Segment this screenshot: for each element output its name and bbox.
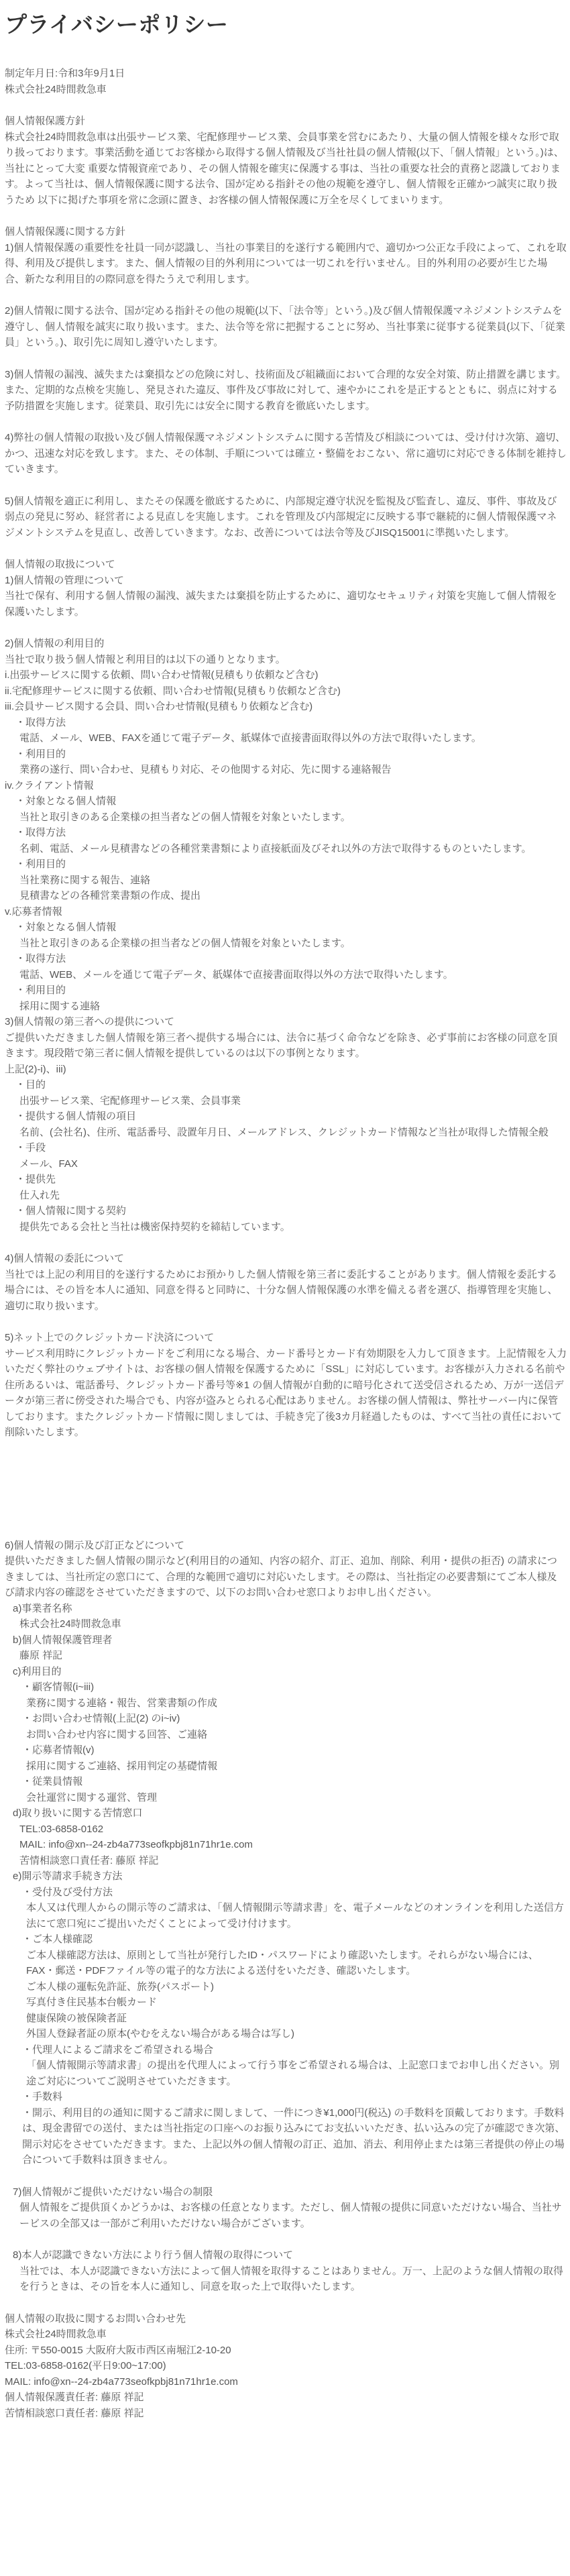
company-name: 株式会社24時間救急車 — [5, 83, 107, 95]
doc-line: サービス利用時にクレジットカードをご利用になる場合、カード番号とカード有効期限を入力して頂きます。上記情報を入力いただく弊社のウェブサイトは、お客様の個人情報を保護するために「SSL」に対応しています。お客様が入力される名前や住所あるいは、電話番号、クレジットカード番号等※1 の個人情報が自動的に暗号化されて送受信されるため、万が一送信データが第三者に傍受された場合でも、内容が盗みとられる心配はありません。お客様の個人情報は、弊社サーバー内に保管しております。またクレジットカード情報に関しましては、手続き完了後3カ月経過したものは、すべて当社の責任において削除いたします。 — [5, 1347, 567, 1438]
page-title: プライバシーポリシー — [5, 12, 229, 37]
doc-line: 3)個人情報の漏洩、滅失または棄損などの危険に対し、技術面及び組織面において合理的な安全対策、防止措置を講じます。また、定期的な点検を実施し、発見された違反、事件及び事故に対して、速やかにこれを是正するとともに、弱点に対する予防措置を実施します。従業員、取引先には安全に関する教育を徹底いたします。 — [5, 368, 567, 412]
section-heading: 個人情報保護方針 — [5, 115, 86, 127]
doc-line: 6)個人情報の開示及び訂正などについて — [5, 1539, 185, 1551]
spacer — [5, 351, 567, 367]
doc-line: 1)個人情報保護の重要性を社員一同が認識し、当社の事業目的を遂行する範囲内で、適切かつ公正な手段によって、これを取得、利用及び提供します。また、個人情報の目的外利用については一切これを行いません。目的外利用の必要が生じた場合、新たな利用目的の際同意を得たうえで利用します。 — [5, 241, 567, 285]
document-body — [5, 66, 567, 2421]
doc-line: 5)個人情報を適正に利用し、またその保護を徹底するために、内部規定遵守状況を監視及び監査し、違反、事件、事故及び弱点の発見に努め、経営者による見直しを実施します。これを管理及び内部規定に反映する事で継続的に個人情報保護マネジメントシステムを見直し、改善していきます。なお、改善については法令等及びJISQ15001に準拠いたします。 — [5, 495, 557, 539]
doc-line: ・取得方法 — [15, 716, 66, 728]
doc-line: 当社業務に関する報告、連絡 — [19, 874, 151, 886]
doc-line: 健康保険の被保険者証 — [26, 2012, 127, 2024]
doc-line: d)取り扱いに関する苦情窓口 — [13, 1807, 143, 1819]
doc-line: 8)本人が認識できない方法により行う個人情報の取得について — [13, 2249, 294, 2261]
doc-line: ・代理人によるご請求をご希望される場合 — [22, 2043, 214, 2056]
spacer — [5, 620, 567, 636]
doc-line: ご本人様の運転免許証、旅券(パスポート) — [26, 1980, 214, 1993]
spacer — [5, 478, 567, 494]
doc-line: ・利用目的 — [15, 748, 66, 760]
doc-line: ・個人情報に関する契約 — [15, 1205, 127, 1217]
doc-line: 当社と取引きのある企業様の担当者などの個人情報を対象といたします。 — [19, 937, 351, 949]
doc-line: ・提供する個人情報の項目 — [15, 1111, 137, 1122]
enactment-date: 制定年月日:令和3年9月1日 — [5, 68, 125, 79]
doc-line: 1)個人情報の管理について — [5, 574, 125, 586]
doc-line: ・目的 — [15, 1079, 46, 1090]
doc-line: ・応募者情報(v) — [22, 1744, 95, 1756]
doc-line: 2)個人情報の利用目的 — [5, 638, 105, 649]
doc-line: 当社と取引きのある企業様の担当者などの個人情報を対象といたします。 — [19, 811, 351, 823]
doc-line: e)開示等請求手続き方法 — [13, 1870, 123, 1882]
doc-line: 提供いただきました個人情報の開示など(利用目的の通知、内容の紹介、訂正、追加、削除、利用・提供の拒否) の請求につきましては、当社所定の窓口にて、合理的な範囲で適切に対応いたします。その際は、当社指定の必要書類にてご本人様及び請求内容の確認をさせていただきますので、以下のお問い合わせ窓口よりお申し出ください。 — [5, 1555, 557, 1598]
doc-line: i.出張サービスに関する依頼、問い合わせ情報(見積もり依頼など含む) — [5, 669, 319, 681]
contact-address: 住所: 〒550-0015 大阪府大阪市西区南堀江2-10-20 — [5, 2344, 231, 2356]
doc-line: 仕入れ先 — [19, 1189, 60, 1201]
doc-line: ii.宅配修理サービスに関する依頼、問い合わせ情報(見積もり依頼など含む) — [5, 685, 341, 697]
doc-line: ・従業員情報 — [22, 1776, 83, 1787]
doc-line: 当社で取り扱う個人情報と利用目的は以下の通りとなります。 — [5, 653, 286, 665]
doc-line: c)利用目的 — [13, 1665, 62, 1677]
spacer — [5, 414, 567, 430]
section-heading: 個人情報の取扱について — [5, 559, 115, 570]
spacer — [5, 1314, 567, 1330]
doc-line: 当社で保有、利用する個人情報の漏洩、滅失または棄損を防止するために、適切なセキュリティ対策を実施して個人情報を保護いたします。 — [5, 590, 557, 618]
doc-line: ・利用目的 — [15, 985, 66, 996]
doc-line: 5)ネット上でのクレジットカード決済について — [5, 1332, 215, 1343]
privacy-manager: 個人情報保護責任者: 藤原 祥記 — [5, 2392, 144, 2403]
doc-line: 電話、WEB、メールを通じて電子データ、紙媒体で直接書面取得以外の方法で取得いたします。 — [19, 968, 453, 981]
doc-line: ・受付及び受付方法 — [22, 1886, 113, 1898]
contact-tel: TEL:03-6858-0162(平日9:00~17:00) — [5, 2360, 166, 2371]
doc-line: ・顧客情報(i~iii) — [22, 1681, 95, 1693]
doc-line: 「個人情報開示等請求書」の提出を代理人によって行う事をご希望される場合は、上記窓口までお申し出ください。別途ご対応についてご説明させていただきます。 — [26, 2060, 560, 2087]
doc-line: 業務の遂行、問い合わせ、見積もり対応、その他関する対応、先に関する連絡報告 — [19, 764, 392, 775]
doc-line: 4)弊社の個人情報の取扱い及び個人情報保護マネジメントシステムに関する苦情及び相談については、受け付け次第、適切、かつ、迅速な対応を致します。また、その体制、手順については確立・整備をおこない、常に適切に対応できる体制を維持していきます。 — [5, 432, 567, 475]
doc-line: ・手数料 — [22, 2091, 63, 2103]
doc-line: ご本人様確認方法は、原則として当社が発行したID・パスワードにより確認いたします。それらがない場合には、FAX・郵送・PDFファイル等の電子的な方法による送付をいただき、確認いたします。 — [26, 1949, 538, 1976]
doc-line: お問い合わせ内容に関する回答、ご連絡 — [26, 1728, 208, 1740]
doc-line: 業務に関する連絡・報告、営業書類の作成 — [26, 1697, 218, 1709]
doc-line: 当社では、本人が認識できない方法によって個人情報を取得することはありません。万一、上記のような個人情報の取得を行うときは、その旨を本人に通知し、同意を取った上で取得いたします。 — [19, 2265, 563, 2292]
spacer — [5, 541, 567, 557]
doc-line: iii.会員サービス関する会員、問い合わせ情報(見積もり依頼など含む) — [5, 701, 313, 712]
doc-line: ・利用目的 — [15, 858, 66, 870]
doc-line: メール、FAX — [19, 1158, 78, 1170]
doc-line: 株式会社24時間救急車は出張サービス業、宅配修理サービス業、会員事業を営むにあたり、大量の個人情報を様々な形で取り扱っております。事業活動を通じてお客様から取得する個人情報及び当社社員の個人情報(以下、「個人情報」という。)は、当社にとって大変 重要な情報資産であり、その個人情報を確実に保護する事は、当社の重要な社会的責務と認識しております。よって当社は、個人情報保護に関する法令、国が定める指針その他の規範を遵守し、個人情報を正確かつ誠実に取り扱うため 以下に掲げた事項を常に念頭に置き、お客様の個人情報保護に万全を尽くしてまいります。 — [5, 131, 564, 206]
doc-line: ・対象となる個人情報 — [15, 921, 117, 933]
doc-line: 7)個人情報がご提供いただけない場合の制限 — [13, 2186, 213, 2198]
doc-line: ・提供先 — [15, 1174, 56, 1185]
doc-line: b)個人情報保護管理者 — [13, 1634, 113, 1646]
doc-line: 外国人登録者証の原本(やむをえない場合がある場合は写し) — [26, 2028, 294, 2039]
doc-line: 見積書などの各種営業書類の作成、提出 — [19, 890, 201, 901]
doc-line: 4)個人情報の委託について — [5, 1253, 125, 1264]
spacer — [5, 2231, 567, 2247]
doc-line: 提供先である会社と当社は機密保持契約を締結しています。 — [19, 1221, 290, 1233]
doc-line: iv.クライアント情報 — [5, 779, 94, 791]
doc-line: 3)個人情報の第三者への提供について — [5, 1016, 175, 1027]
spacer — [5, 208, 567, 224]
doc-line: ・取得方法 — [15, 953, 66, 964]
doc-line: 上記(2)-i)、iii) — [5, 1063, 66, 1075]
doc-line: ・手段 — [15, 1142, 46, 1154]
doc-line: ご提供いただきました個人情報を第三者へ提供する場合には、法令に基づく命令などを除き、必ず事前にお客様の同意を頂きます。現段階で第三者に個人情報を提供しているのは以下の事例となります。 — [5, 1031, 558, 1059]
doc-line: a)事業者名称 — [13, 1602, 72, 1614]
doc-line: 2)個人情報に関する法令、国が定める指針その他の規範(以下、「法令等」という。)及び個人情報保護マネジメントシステムを遵守し、個人情報を誠実に取り扱います。また、法令等を常に把握することに努め、当社事業に従事する従業員(以下、「従業員」という。)、取引先に周知し遵守いたします。 — [5, 305, 565, 348]
spacer — [5, 1235, 567, 1251]
spacer — [5, 2295, 567, 2311]
privacy-manager-name: 藤原 祥記 — [19, 1650, 63, 1661]
doc-line: 会社運営に関する運営、管理 — [26, 1791, 158, 1803]
privacy-policy-page — [5, 9, 567, 2421]
doc-line: 電話、メール、WEB、FAXを通じて電子データ、紙媒体で直接書面取得以外の方法で取得いたします。 — [19, 732, 481, 744]
complaint-manager: 苦情相談窓口責任者: 藤原 祥記 — [5, 2407, 144, 2419]
doc-line: 採用に関するご連絡、採用判定の基礎情報 — [26, 1760, 218, 1772]
section-heading: 個人情報の取扱に関するお問い合わせ先 — [5, 2312, 186, 2325]
company-name: 株式会社24時間救急車 — [19, 1618, 121, 1630]
complaint-manager: 苦情相談窓口責任者: 藤原 祥記 — [19, 1854, 159, 1866]
doc-line: 採用に関する連絡 — [19, 1000, 101, 1012]
contact-mail: MAIL: info@xn--24-zb4a773seofkpbj81n71hr1e.com — [19, 1839, 253, 1850]
doc-line: 本人又は代理人からの開示等のご請求は、「個人情報開示等請求書」を、電子メールなどのオンラインを利用した送信方法にて窓口宛にご提出いただくことによって受け付けます。 — [26, 1902, 564, 1929]
doc-line: ・ご本人様確認 — [22, 1934, 93, 1945]
doc-line: 当社では上記の利用目的を遂行するためにお預かりした個人情報を第三者に委託することがあります。個人情報を委託する場合には、その旨を本人に通知、同意を得ると同時に、十分な個人情報保護の水準を備える者を選び、指導管理を実施し、適切に取り扱います。 — [5, 1268, 558, 1312]
doc-line: 写真付き住民基本台帳カード — [26, 1997, 158, 2008]
contact-mail: MAIL: info@xn--24-zb4a773seofkpbj81n71hr1e.com — [5, 2375, 238, 2388]
spacer — [5, 97, 567, 113]
doc-line: ・対象となる個人情報 — [15, 795, 117, 807]
spacer — [5, 2168, 567, 2184]
doc-line: 個人情報をご提供頂くかどうかは、お客様の任意となります。ただし、個人情報の提供に同意いただけない場合、当社サービスの全部又は一部がご利用いただけない場合がございます。 — [19, 2202, 562, 2229]
doc-line: ・開示、利用目的の通知に関するご請求に関しまして、一件につき¥1,000円(税込) の手数料を頂戴しております。手数料は、現金書留での送付、または当社指定の口座へのお振り込みにてお支払いいただき、払い込みの完了が確認でき次第、開示対応をさせていただきます。また、上記以外の個人情報の訂正、追加、消去、利用停止または第三者提供の停止の場合について手数料は頂きません。 — [22, 2107, 565, 2166]
contact-tel: TEL:03-6858-0162 — [19, 1823, 104, 1835]
company-name: 株式会社24時間救急車 — [5, 2329, 107, 2340]
doc-line: ・取得方法 — [15, 827, 66, 838]
doc-line: 出張サービス業、宅配修理サービス業、会員事業 — [19, 1095, 241, 1107]
section-heading: 個人情報保護に関する方針 — [5, 226, 126, 237]
doc-line: 名前、(会社名)、住所、電話番号、設置年月日、メールアドレス、クレジットカード情報など当社が取得した情報全般 — [19, 1126, 549, 1138]
doc-line: v.応募者情報 — [5, 905, 62, 917]
doc-line: ・お問い合わせ情報(上記(2) のi~iv) — [22, 1713, 180, 1724]
doc-line: 名刺、電話、メール見積書などの各種営業書類により直接紙面及びそれ以外の方法で取得するものといたします。 — [19, 842, 532, 854]
spacer — [5, 287, 567, 303]
spacer — [5, 1441, 567, 1538]
